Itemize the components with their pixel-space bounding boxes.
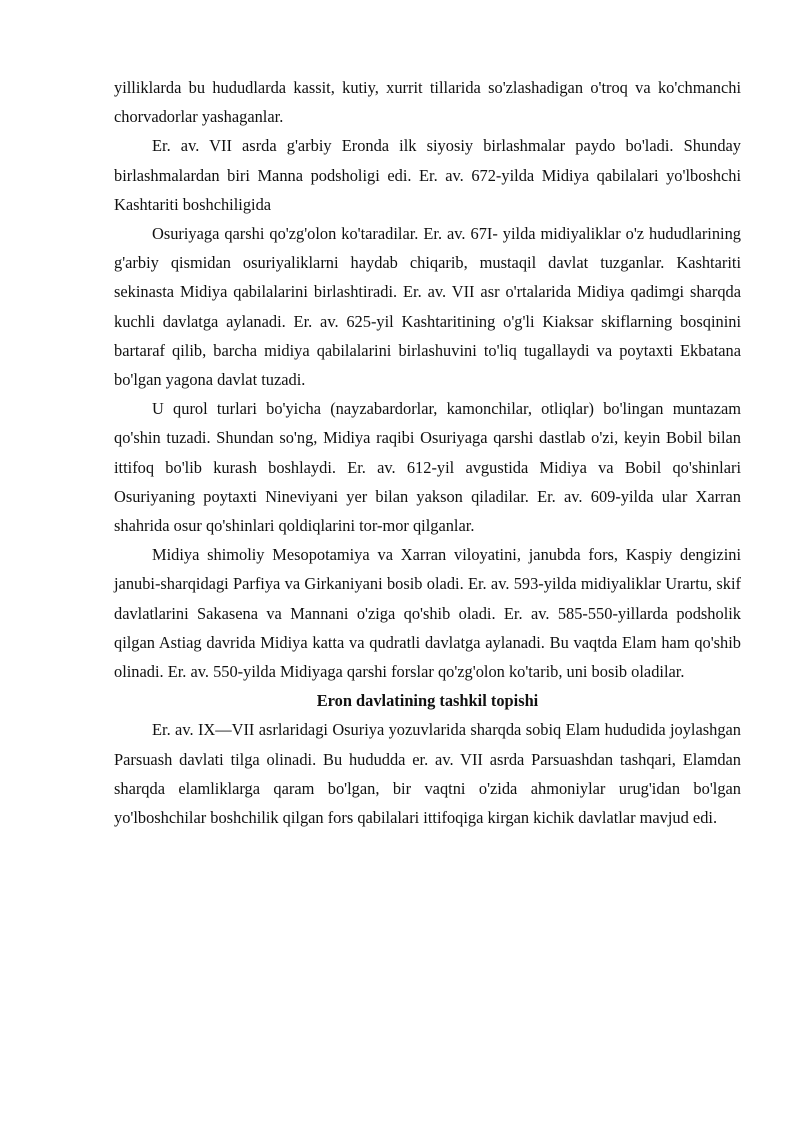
paragraph: Osuriyaga qarshi qo'zg'olon ko'taradilar. Er. av. 67I- yilda midiyaliklar o'z hududlarining g'arbiy qismidan osuriyaliklarni haydab chiqarib, mustaqil davlat tuzganlar. Kashtariti sekinasta Midiya qabilalarini birlashtiradi. Er. av. VII asr o'rtalarida Midiya qadimgi sharqda kuchli davlatga aylanadi. Er. av. 625-yil Kashtaritining o'g'li Kiaksar skiflarning bosqinini bartaraf qilib, barcha midiya qabilalarini birlashuvini to'liq tugallaydi va poytaxti Ekbatana bo'lgan yagona davlat tuzadi. (114, 224, 741, 390)
paragraph: U qurol turlari bo'yicha (nayzabardorlar, kamonchilar, otliqlar) bo'lingan muntazam qo'shin tuzadi. Shundan so'ng, Midiya raqibi Osuriyaga qarshi dastlab o'zi, keyin Bobil bilan ittifoq bo'lib kurash boshlaydi. Er. av. 612-yil avgustida Midiya va Bobil qo'shinlari Osuriyaning poytaxti Nineviyani yer bilan yakson qiladilar. Er. av. 609-yilda ular Xarran shahrida osur qo'shinlari qoldiqlarini tor-mor qilganlar. (114, 399, 741, 536)
document-page (114, 73, 741, 832)
paragraph: yilliklarda bu hududlarda kassit, kutiy, xurrit tillarida so'zlashadigan o'troq va ko'chmanchi chorvadorlar yashaganlar. (114, 78, 741, 127)
section-heading: Eron davlatining tashkil topishi (316, 691, 539, 711)
paragraph: Er. av. VII asrda g'arbiy Eronda ilk siyosiy birlashmalar paydo bo'ladi. Shunday birlashmalardan biri Manna podsholigi edi. Er. av. 672-yilda Midiya qabilalari yo'lboshchi Kashtariti boshchiligida (114, 136, 741, 214)
paragraph: Midiya shimoliy Mesopotamiya va Xarran viloyatini, janubda fors, Kaspiy dengizini janubi-sharqidagi Parfiya va Girkaniyani bosib oladi. Er. av. 593-yilda midiyaliklar Urartu, skif davlatlarini Sakasena va Mannani o'ziga qo'shib oladi. Er. av. 585-550-yillarda podsholik qilgan Astiag davrida Midiya katta va qudratli davlatga aylanadi. Bu vaqtda Elam ham qo'shib olinadi. Er. av. 550-yilda Midiyaga qarshi forslar qo'zg'olon ko'tarib, uni bosib oladilar. (114, 545, 741, 682)
paragraph: Er. av. IX—VII asrlaridagi Osuriya yozuvlarida sharqda sobiq Elam hududida joylashgan Parsuash davlati tilga olinadi. Bu hududda er. av. VII asrda Parsuashdan tashqari, Elamdan sharqda elamliklarga qaram bo'lgan, bir vaqtni o'zida ahmoniylar urug'idan bo'lgan yo'lboshchilar boshchilik qilgan fors qabilalari ittifoqiga kirgan kichik davlatlar mavjud edi. (114, 720, 741, 828)
